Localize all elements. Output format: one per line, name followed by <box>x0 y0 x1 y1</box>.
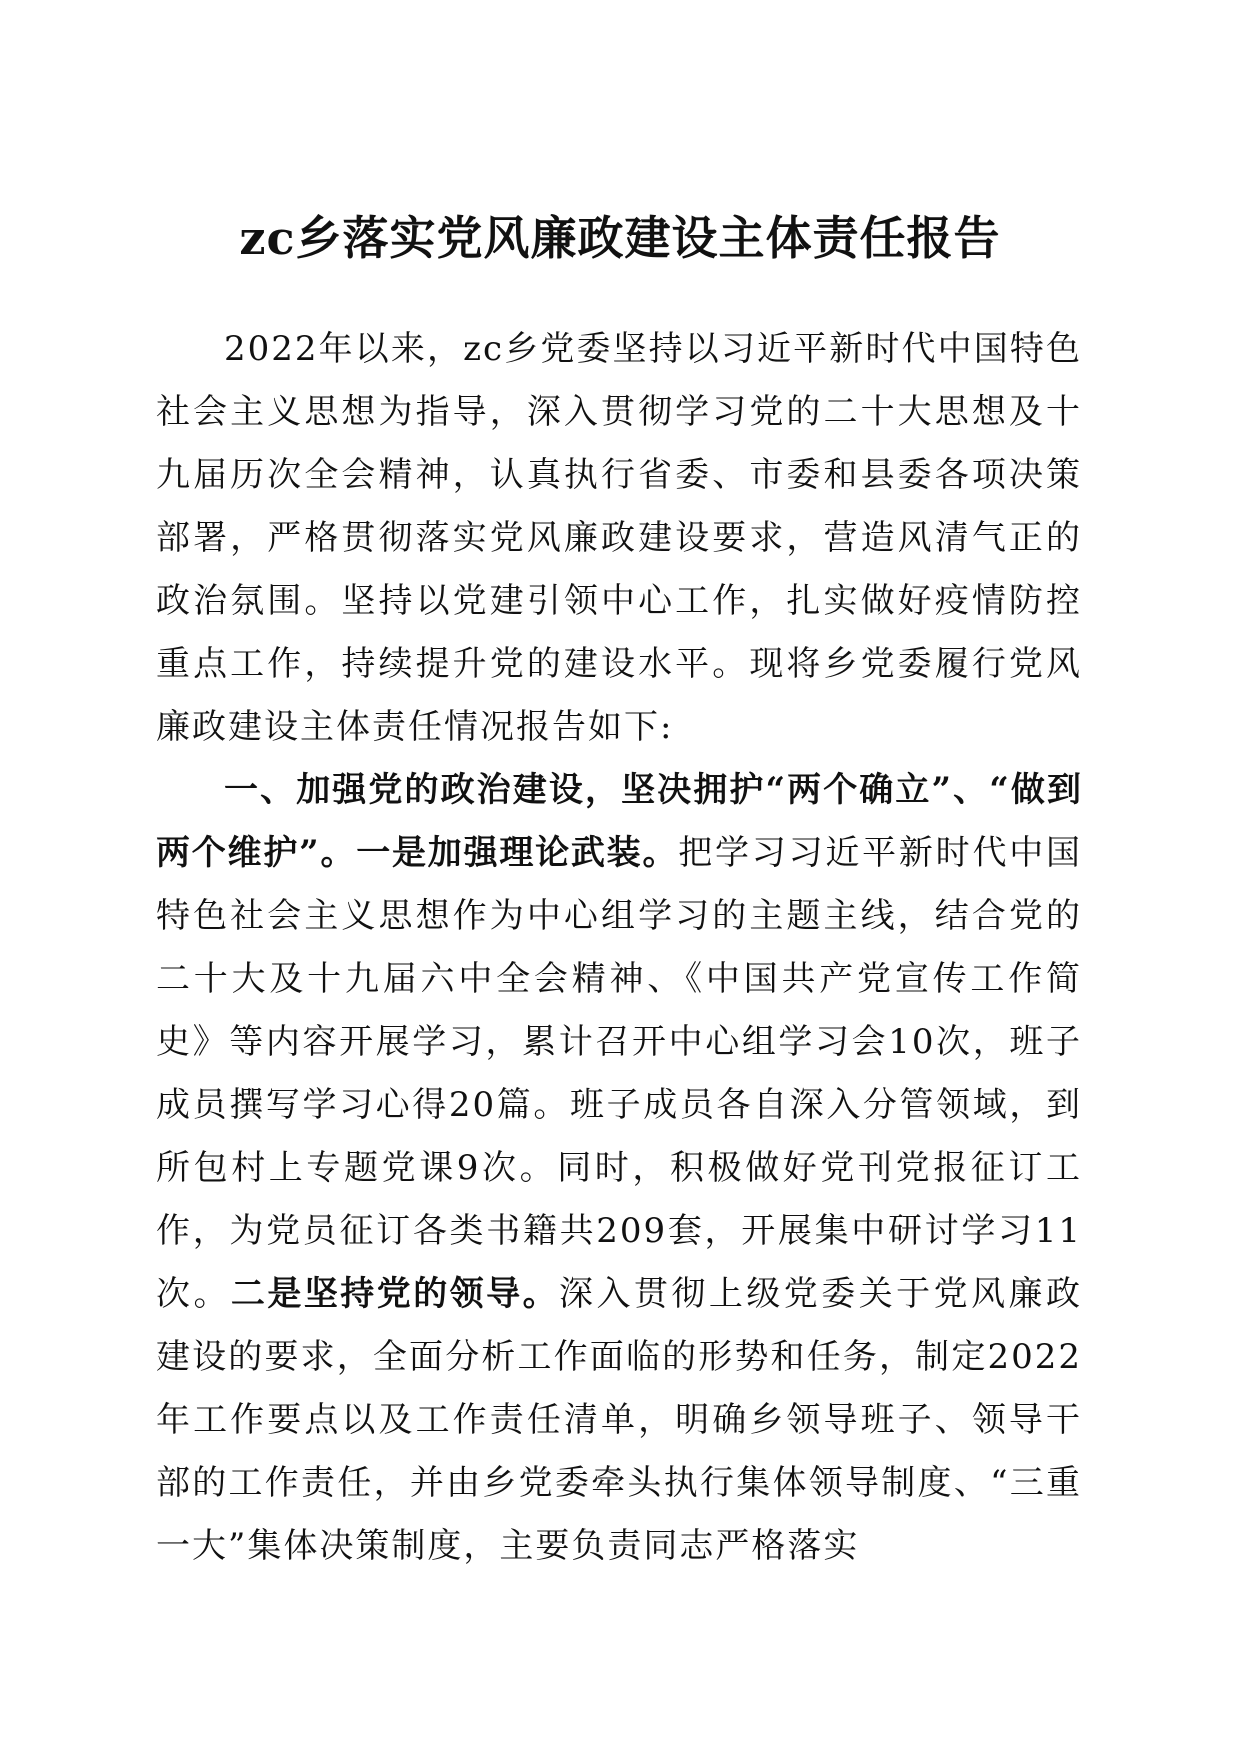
document-title: zc乡落实党风廉政建设主体责任报告 <box>239 211 1001 265</box>
point-two-label: 二是坚持党的领导。 <box>230 1274 560 1314</box>
point-one-label: 一是加强理论武装。 <box>356 833 679 873</box>
section-one-heading: 一、加强党的政治建设，坚决拥护“两个确立”、“做到两个维护”。 <box>156 770 1082 873</box>
section-one-paragraph <box>156 759 1082 1578</box>
point-two-text: 深入贯彻上级党委关于党风廉政建设的要求，全面分析工作面临的形势和任务，制定2022年工作要点以及工作责任清单，明确乡领导班子、领导干部的工作责任，并由乡党委牵头执行集体领导制度、“三重一大”集体决策制度，主要负责同志严格落实 <box>156 1274 1083 1566</box>
point-one-text: 把学习习近平新时代中国特色社会主义思想作为中心组学习的主题主线，结合党的二十大及十九届六中全会精神、《中国共产党宣传工作简史》等内容开展学习，累计召开中心组学习会10次，班子成员撰写学习心得20篇。班子成员各自深入分管领域，到所包村上专题党课9次。同时，积极做好党刊党报征订工作，为党员征订各类书籍共209套，开展集中研讨学习11次。 <box>156 833 1083 1314</box>
intro-paragraph: 2022年以来，zc乡党委坚持以习近平新时代中国特色社会主义思想为指导，深入贯彻学习党的二十大思想及十九届历次全会精神，认真执行省委、市委和县委各项决策部署，严格贯彻落实党风廉政建设要求，营造风清气正的政治氛围。坚持以党建引领中心工作，扎实做好疫情防控重点工作，持续提升党的建设水平。现将乡党委履行党风廉政建设主体责任情况报告如下: <box>156 329 1082 747</box>
document-body <box>156 318 1082 1578</box>
